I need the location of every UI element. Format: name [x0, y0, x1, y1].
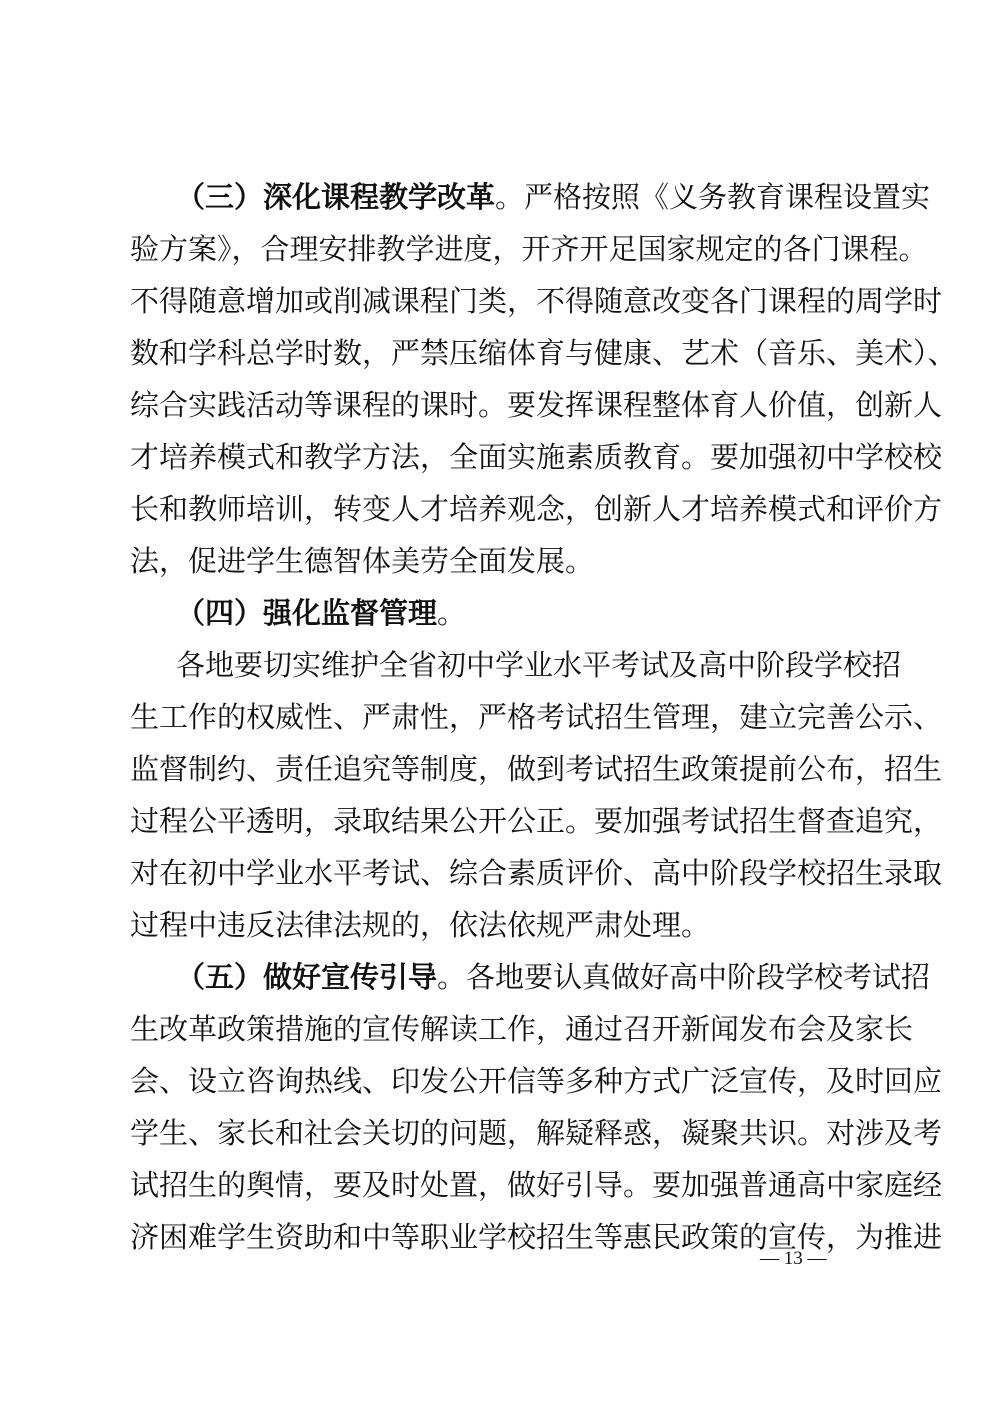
line-text: 试招生的舆情，要及时处置，做好引导。要加强普通高中家庭经	[130, 1168, 943, 1202]
section-heading: （四）强化监督管理	[176, 596, 438, 630]
line-text: 数和学科总学时数，严禁压缩体育与健康、艺术（音乐、美术）、	[130, 336, 957, 370]
line-text: 过程中违反法律法规的，依法依规严肃处理。	[130, 908, 711, 942]
line-text: 过程公平透明，录取结果公开公正。要加强考试招生督查追究，	[130, 804, 943, 838]
line-text: 监督制约、责任追究等制度，做到考试招生政策提前公布，招生	[130, 752, 943, 786]
text-line	[130, 483, 943, 535]
line-text: 对在初中学业水平考试、综合素质评价、高中阶段学校招生录取	[130, 856, 943, 890]
text-line	[130, 795, 943, 847]
line-text: 各地要切实维护全省初中学业水平考试及高中阶段学校招	[176, 648, 902, 682]
text-line	[130, 1211, 943, 1263]
text-line	[130, 951, 931, 1003]
line-text: 。	[437, 596, 467, 630]
section-heading: （五）做好宣传引导	[176, 960, 438, 994]
text-line	[130, 1003, 914, 1055]
line-text: 生改革政策措施的宣传解读工作，通过召开新闻发布会及家长	[130, 1012, 914, 1046]
text-line	[130, 171, 931, 223]
page-number: — 13 —	[760, 1248, 827, 1269]
text-line	[130, 379, 943, 431]
text-line	[130, 847, 943, 899]
text-line	[130, 327, 957, 379]
text-line	[130, 691, 943, 743]
text-line	[130, 275, 943, 327]
document-body	[130, 171, 957, 1263]
text-line	[130, 431, 943, 483]
paragraph	[130, 171, 957, 587]
line-text: 法，促进学生德智体美劳全面发展。	[130, 544, 595, 578]
text-line	[130, 639, 902, 691]
text-line	[130, 899, 863, 951]
line-text: 不得随意增加或削减课程门类，不得随意改变各门课程的周学时	[130, 284, 943, 318]
paragraph	[130, 587, 863, 639]
line-text: 。各地要认真做好高中阶段学校考试招	[437, 960, 931, 994]
text-line	[130, 535, 863, 587]
line-text: 会、设立咨询热线、印发公开信等多种方式广泛宣传，及时回应	[130, 1064, 943, 1098]
line-text: 长和教师培训，转变人才培养观念，创新人才培养模式和评价方	[130, 492, 943, 526]
text-line	[130, 1055, 943, 1107]
line-text: 济困难学生资助和中等职业学校招生等惠民政策的宣传，为推进	[130, 1220, 943, 1254]
line-text: 学生、家长和社会关切的问题，解疑释惑，凝聚共识。对涉及考	[130, 1116, 943, 1150]
line-text: 。严格按照《义务教育课程设置实	[495, 180, 931, 214]
text-line	[130, 1159, 943, 1211]
line-text: 验方案》，合理安排教学进度，开齐开足国家规定的各门课程。	[130, 232, 928, 266]
line-text: 生工作的权威性、严肃性，严格考试招生管理，建立完善公示、	[130, 700, 943, 734]
section-heading: （三）深化课程教学改革	[176, 180, 496, 214]
text-line	[130, 223, 928, 275]
line-text: 才培养模式和教学方法，全面实施素质教育。要加强初中学校校	[130, 440, 943, 474]
text-line	[130, 1107, 943, 1159]
text-line	[130, 743, 943, 795]
line-text: 综合实践活动等课程的课时。要发挥课程整体育人价值，创新人	[130, 388, 943, 422]
paragraph	[130, 951, 943, 1263]
paragraph	[130, 639, 943, 951]
text-line	[130, 587, 863, 639]
